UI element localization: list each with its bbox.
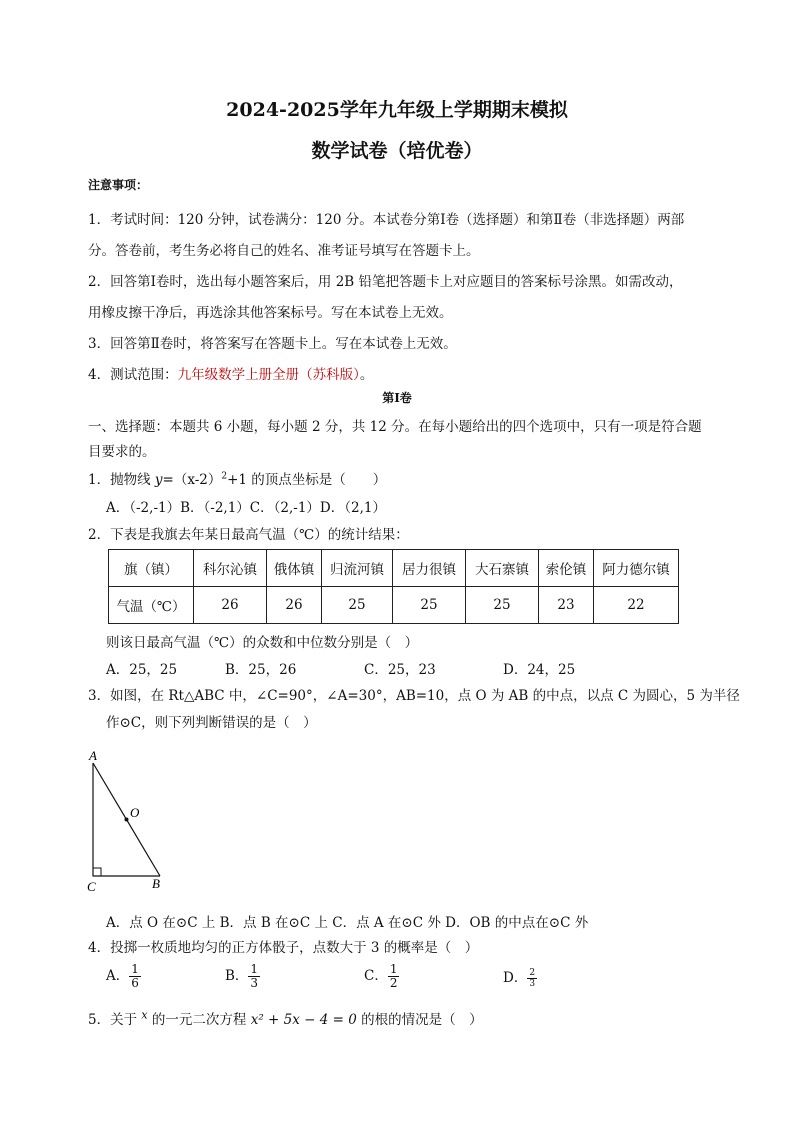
- q1-stem-exponent: 2: [221, 471, 228, 482]
- table-cell: 阿力德尔镇: [594, 550, 679, 587]
- table-cell: 25: [393, 587, 466, 624]
- table-cell: 25: [466, 587, 539, 624]
- point-o: [125, 818, 129, 822]
- notice-item-3: 3．回答第Ⅱ卷时，将答案写在答题卡上。写在本试卷上无效。: [88, 336, 457, 352]
- q5-stem-b: 的一元二次方程: [147, 1012, 251, 1028]
- table-cell: 大石寨镇: [466, 550, 539, 587]
- notice-heading: 注意事项：: [88, 178, 149, 192]
- label-a: A: [89, 748, 97, 763]
- q2-option-a: A．25，25: [106, 662, 178, 678]
- q4-option-b: [225, 963, 260, 990]
- q2-stem: 2．下表是我旗去年某日最高气温（℃）的统计结果：: [88, 527, 409, 543]
- label-o: O: [130, 805, 140, 820]
- denominator: 2: [389, 976, 398, 990]
- fraction: [129, 963, 141, 990]
- q5-stem-a: 5．关于: [88, 1012, 142, 1028]
- fraction: [527, 968, 537, 989]
- q1-stem-a: 1．抛物线: [88, 472, 155, 488]
- numerator: 1: [131, 962, 139, 976]
- label-b: B: [152, 876, 160, 891]
- section-instruction-line-2: 目要求的。: [88, 444, 156, 460]
- exam-subtitle: 数学试卷（培优卷）: [311, 140, 483, 162]
- notice-item-4-scope: 九年级数学上册全册（苏科版）: [177, 367, 360, 383]
- q4-option-a-label: A．: [106, 968, 130, 984]
- q3-stem-line-2: 作⊙C，则下列判断错误的是（ ）: [106, 715, 317, 731]
- table-cell: 居力很镇: [393, 550, 466, 587]
- q2-question: 则该日最高气温（℃）的众数和中位数分别是（ ）: [106, 635, 419, 651]
- notice-item-2-line-1: 2．回答第Ⅰ卷时，选出每小题答案后，用 2B 铅笔把答题卡上对应题目的答案标号涂黑。如需改动，: [88, 274, 683, 290]
- table-cell: 俄体镇: [267, 550, 322, 587]
- table-head-cell: 旗（镇）: [109, 550, 194, 587]
- volume-heading: 第Ⅰ卷: [382, 391, 412, 405]
- table-row: [109, 550, 679, 587]
- q1-stem-b: =（x-2）: [162, 472, 222, 488]
- q4-option-d-label: D．: [503, 970, 528, 986]
- q2-option-c: C．25，23: [364, 662, 436, 678]
- notice-item-1-line-2: 分。答卷前，考生务必将自己的姓名、准考证号填写在答题卡上。: [88, 243, 480, 259]
- q1-stem-y: y: [154, 472, 163, 488]
- table-cell: 科尔沁镇: [194, 550, 267, 587]
- denominator: 3: [529, 979, 536, 989]
- table-cell: 22: [594, 587, 679, 624]
- notice-item-2-line-2: 用橡皮擦干净后，再选涂其他答案标号。写在本试卷上无效。: [88, 305, 453, 321]
- numerator: 1: [250, 962, 259, 976]
- denominator: 6: [131, 976, 139, 990]
- notice-item-4-suffix: 。: [359, 367, 374, 383]
- fraction: [388, 963, 400, 990]
- q4-option-c-label: C．: [364, 968, 388, 984]
- q1-options: A．（-2,-1）B．（-2,1）C．（2,-1）D．（2,1）: [106, 500, 386, 516]
- q5-stem-x: x: [141, 1008, 148, 1022]
- table-cell: 26: [267, 587, 322, 624]
- denominator: 3: [250, 976, 259, 990]
- temperature-table: [108, 549, 679, 624]
- q3-options: A．点 O 在⊙C 上 B．点 B 在⊙C 上 C．点 A 在⊙C 外 D．OB 的中点在⊙C 外: [106, 915, 589, 931]
- triangle-figure: [80, 745, 180, 895]
- q1-stem: [88, 468, 386, 488]
- table-row: [109, 587, 679, 624]
- notice-item-4-prefix: 4．测试范围：: [88, 367, 178, 383]
- q4-option-b-label: B．: [225, 968, 249, 984]
- q4-option-a: [106, 963, 141, 990]
- notice-item-4: [88, 363, 373, 383]
- numerator: 1: [389, 962, 398, 976]
- table-cell: 25: [322, 587, 393, 624]
- exam-title: 2024-2025学年九年级上学期期末模拟: [226, 99, 568, 121]
- q3-stem-line-1: 3．如图，在 Rt△ABC 中，∠C=90°，∠A=30°，AB=10，点 O 为 AB 的中点，以点 C 为圆心，5 为半径: [88, 688, 740, 704]
- q5-stem-c: 的根的情况是（ ）: [356, 1012, 483, 1028]
- table-cell: 23: [539, 587, 594, 624]
- q1-stem-c: +1 的顶点坐标是（ ）: [227, 472, 387, 488]
- q2-option-b: B．25，26: [225, 662, 297, 678]
- table-head-cell: 气温（℃）: [109, 587, 194, 624]
- notice-item-1-line-1: 1．考试时间：120 分钟，试卷满分：120 分。本试卷分第Ⅰ卷（选择题）和第Ⅱ卷（非选择题）两部: [88, 212, 685, 228]
- table-cell: 26: [194, 587, 267, 624]
- q4-stem: 4．投掷一枚质地均匀的正方体骰子，点数大于 3 的概率是（ ）: [88, 940, 479, 956]
- q5-stem: [88, 1008, 483, 1028]
- q4-option-d: [503, 966, 537, 989]
- q5-equation: x² + 5x − 4 = 0: [250, 1012, 357, 1028]
- fraction: [248, 963, 260, 990]
- section-instruction-line-1: 一、选择题：本题共 6 小题，每小题 2 分，共 12 分。在每小题给出的四个选项中，只有一项是符合题: [88, 419, 702, 435]
- numerator: 2: [529, 968, 536, 978]
- table-cell: 归流河镇: [322, 550, 393, 587]
- right-angle-mark: [93, 868, 101, 876]
- q4-option-c: [364, 963, 399, 990]
- q2-option-d: D．24，25: [503, 662, 576, 678]
- table-cell: 索伦镇: [539, 550, 594, 587]
- label-c: C: [87, 879, 96, 894]
